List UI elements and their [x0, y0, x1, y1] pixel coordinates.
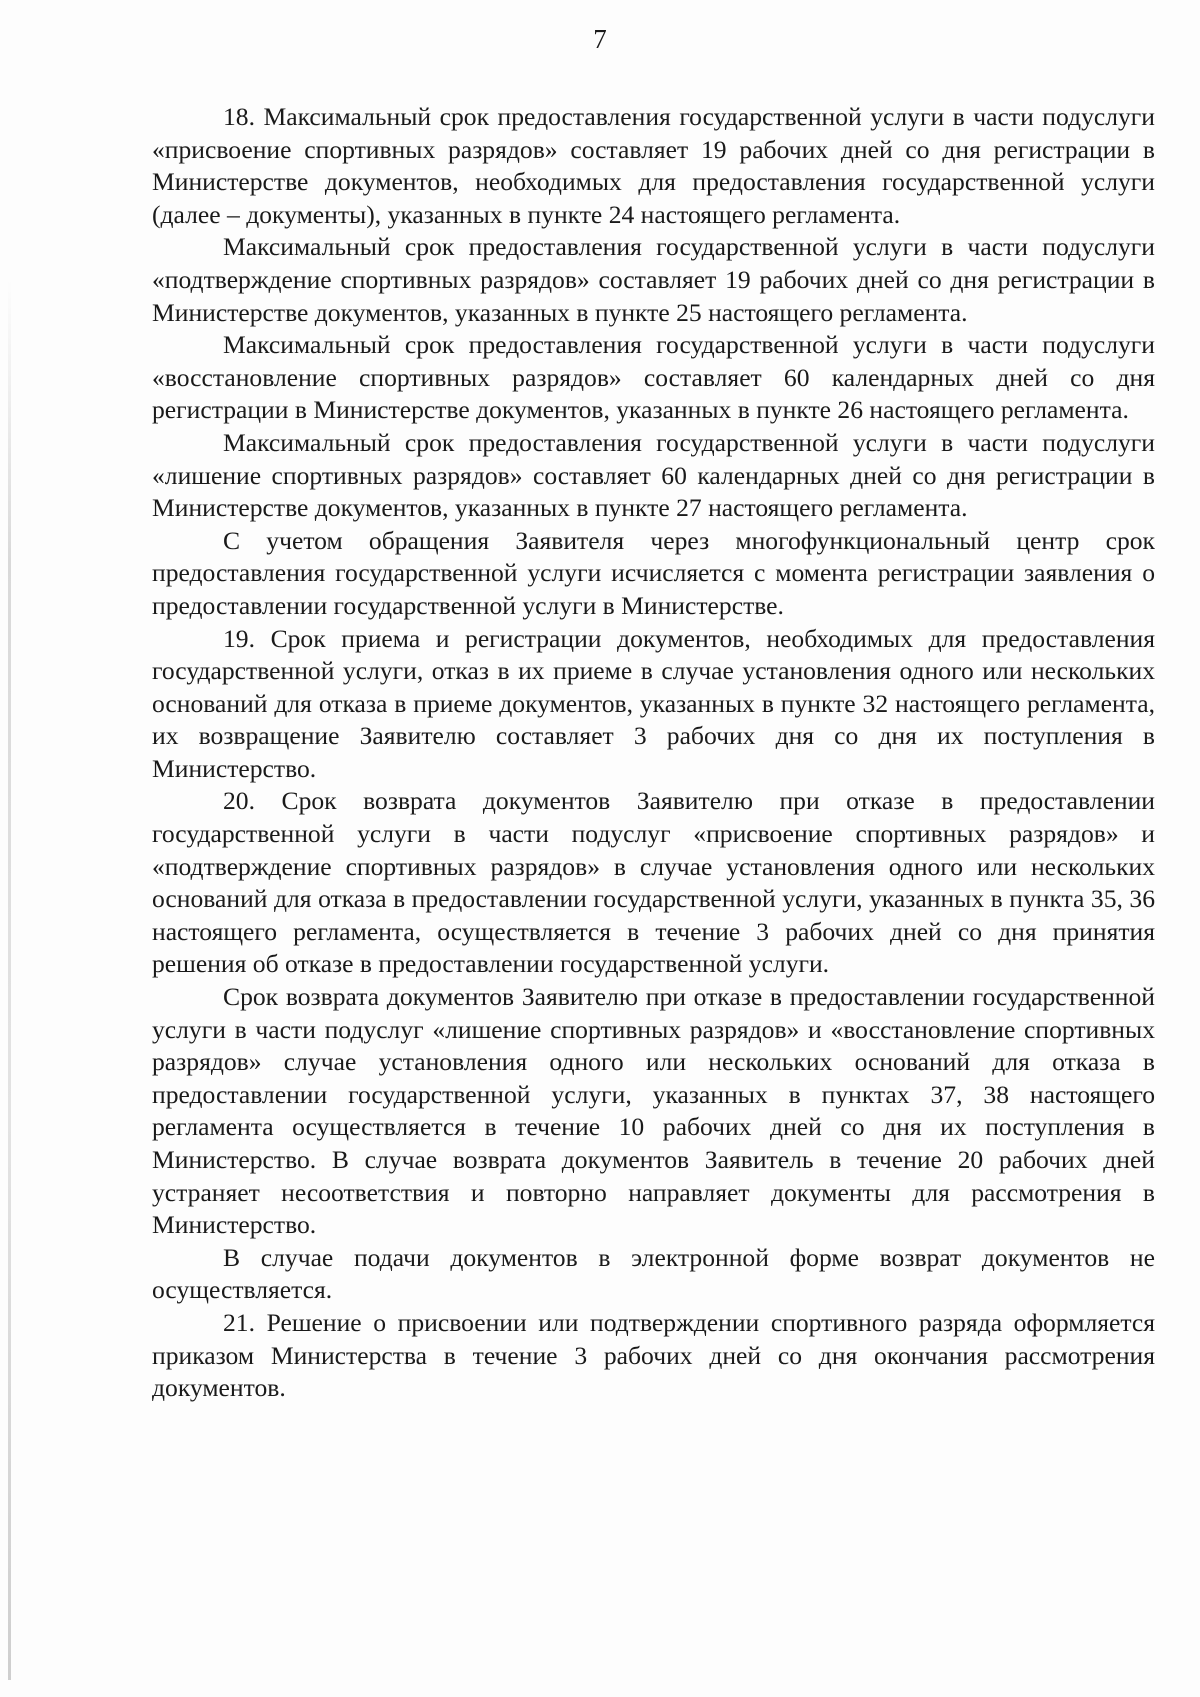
paragraph-electronic-form: В случае подачи документов в электронной форме возврат документов не осуществляется. [152, 1242, 1155, 1305]
paragraph-21-decision: 21. Решение о присвоении или подтверждении спортивного разряда оформляется приказом Министерства в течение 3 рабочих дней со дня окончания рассмотрения документов. [152, 1307, 1155, 1403]
paragraph-19-registration-term: 19. Срок приема и регистрации документов, необходимых для предоставления государственной услуги, отказ в их приеме в случае установления одного или нескольких оснований для отказа в приеме документов, указанных в пункте 32 настоящего регламента, их возвращение Заявителю составляет 3 рабочих дня со дня их поступления в Министерство. [152, 623, 1155, 783]
paragraph-return-term-deprivation-restoration: Срок возврата документов Заявителю при отказе в предоставлении государственной услуги в части подуслуг «лишение спортивных разрядов» и «восстановление спортивных разрядов» случае установления одного или нескольких оснований для отказа в предоставлении государственной услуги, указанных в пунктах 37, 38 настоящего регламента осуществляется в течение 10 рабочих дней со дня их поступления в Министерство. В случае возврата документов Заявитель в течение 20 рабочих дней устраняет несоответствия и повторно направляет документы для рассмотрения в Министерство. [152, 982, 1155, 1240]
paragraph-confirmation-term: Максимальный срок предоставления государственной услуги в части подуслуги «подтверждение спортивных разрядов» составляет 19 рабочих дней со дня регистрации в Министерстве документов, указанных в пункте 25 настоящего регламента. [152, 232, 1155, 327]
page-number: 7 [593, 24, 607, 54]
paragraph-mfc-term: С учетом обращения Заявителя через многофункциональный центр срок предоставления государственной услуги исчисляется с момента регистрации заявления о предоставлении государственной услуги в Министерстве. [152, 525, 1155, 620]
paragraph-20-return-term: 20. Срок возврата документов Заявителю при отказе в предоставлении государственной услуги в части подуслуг «присвоение спортивных разрядов» и «подтверждение спортивных разрядов» в случае установления одного или нескольких оснований для отказа в предоставлении государственной услуги, указанных в пункта 35, 36 настоящего регламента, осуществляется в течение 3 рабочих дней со дня принятия решения об отказе в предоставлении государственной услуги. [152, 786, 1155, 979]
document-body [152, 101, 1155, 1405]
scan-edge-shadow [8, 280, 11, 1680]
paragraph-18-assignment-term: 18. Максимальный срок предоставления государственной услуги в части подуслуги «присвоение спортивных разрядов» составляет 19 рабочих дней со дня регистрации в Министерстве документов, необходимых для предоставления государственной услуги (далее – документы), указанных в пункте 24 настоящего регламента. [152, 102, 1155, 229]
paragraph-deprivation-term: Максимальный срок предоставления государственной услуги в части подуслуги «лишение спортивных разрядов» составляет 60 календарных дней со дня регистрации в Министерстве документов, указанных в пункте 27 настоящего регламента. [152, 427, 1155, 523]
paragraph-restoration-term: Максимальный срок предоставления государственной услуги в части подуслуги «восстановление спортивных разрядов» составляет 60 календарных дней со дня регистрации в Министерстве документов, указанных в пункте 26 настоящего регламента. [152, 330, 1155, 425]
